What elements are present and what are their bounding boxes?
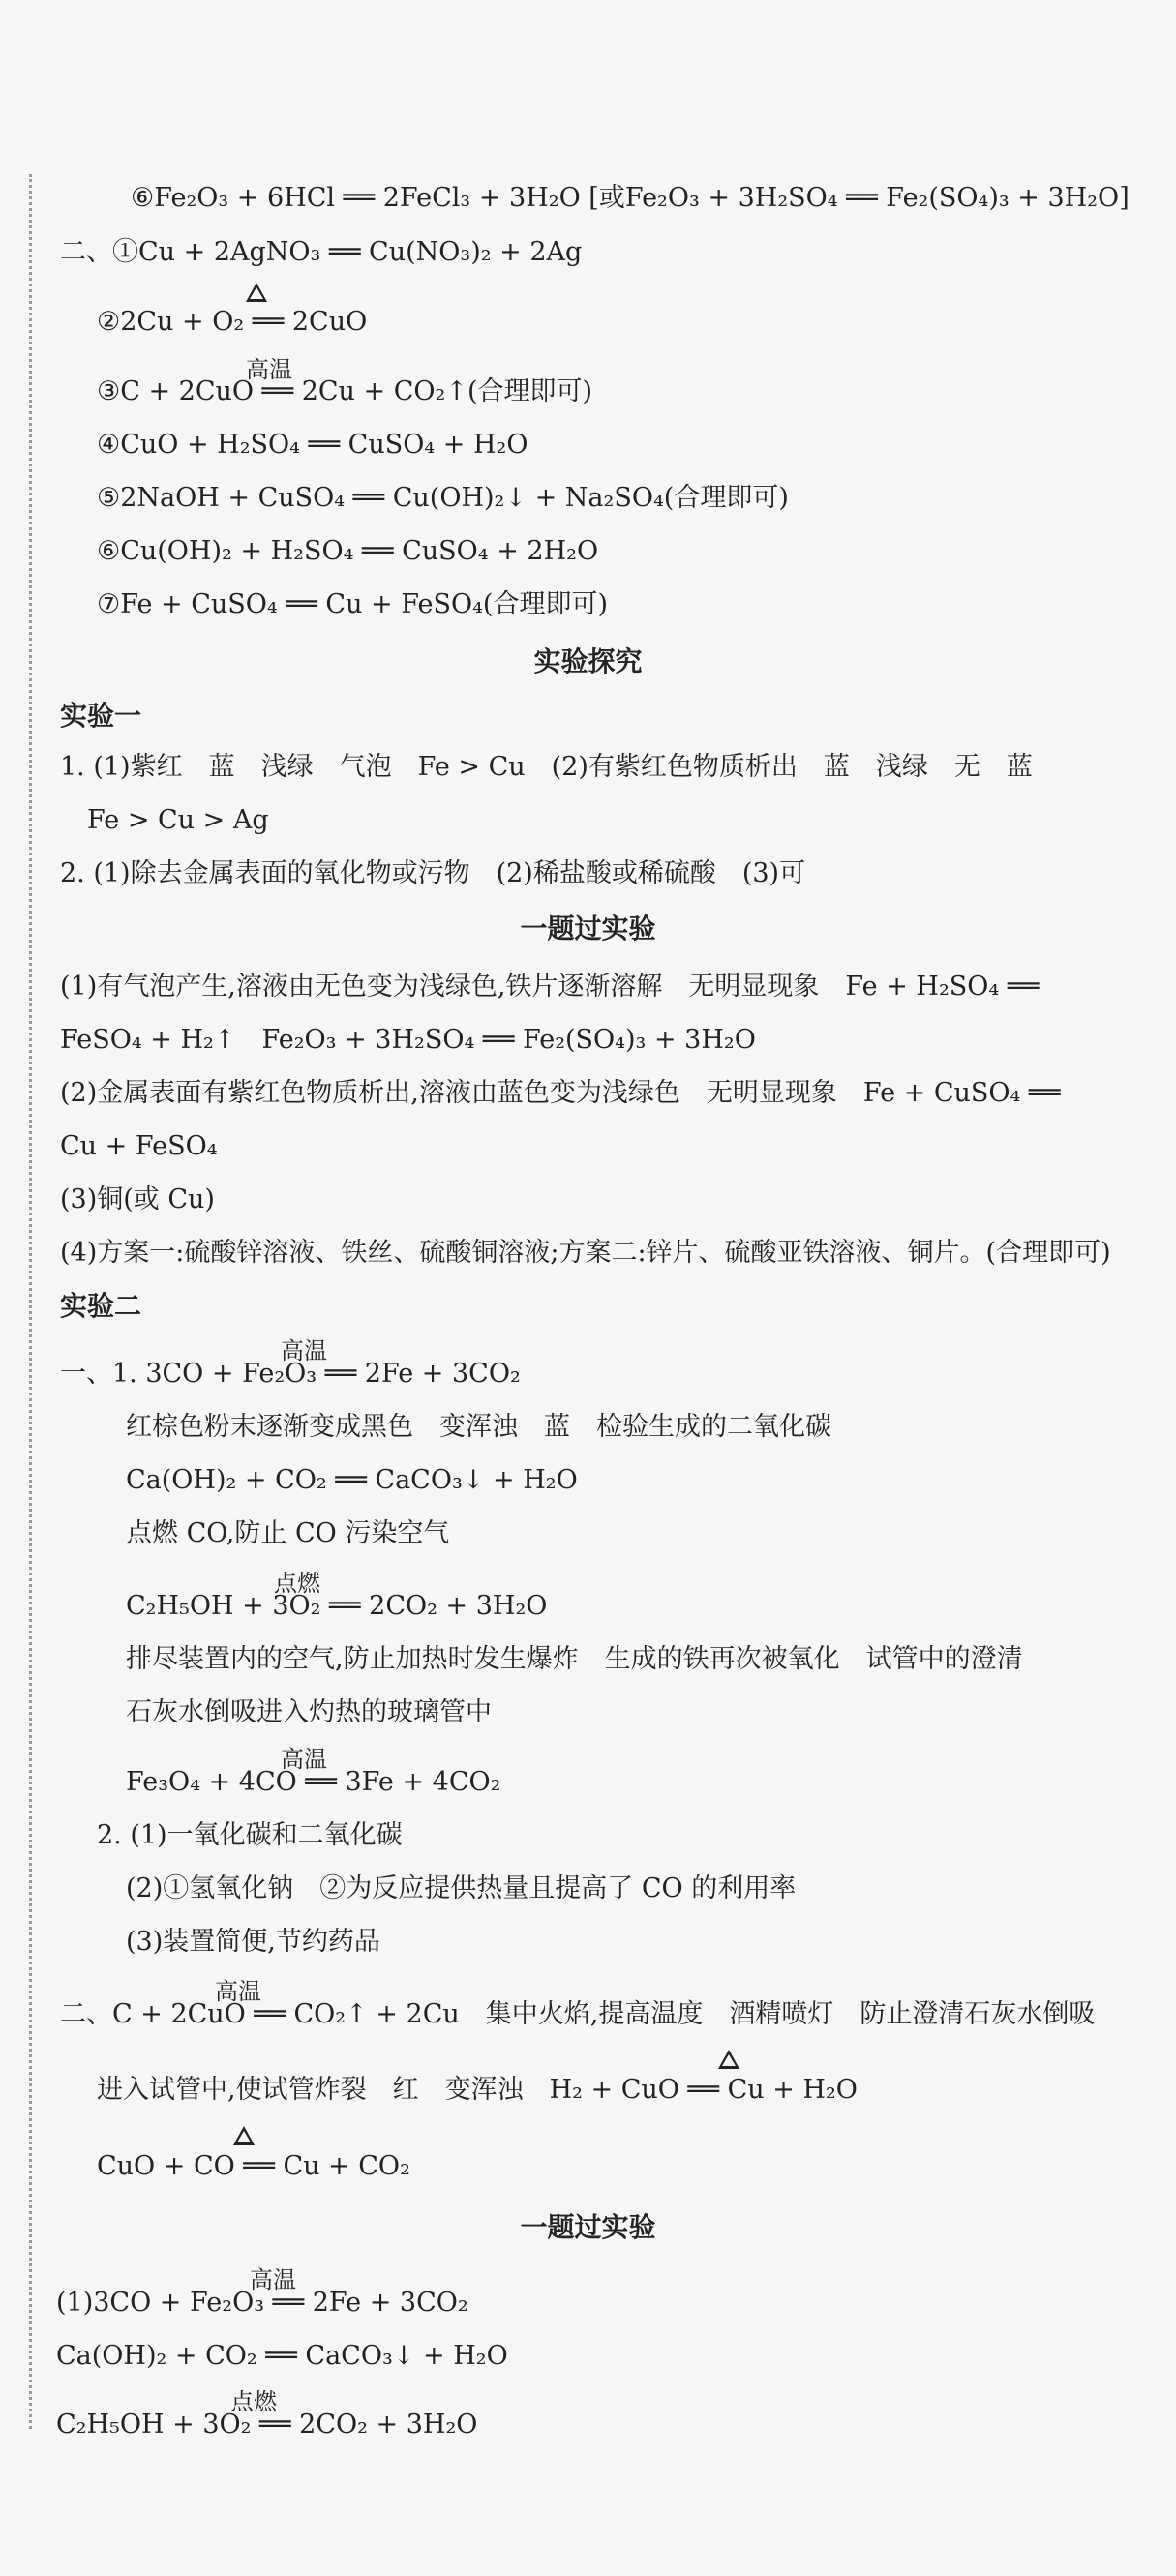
answer-line: Ca(OH)₂ + CO₂ ══ CaCO₃↓ + H₂O bbox=[56, 2341, 508, 2371]
reaction-condition: 点燃 bbox=[230, 2388, 277, 2415]
reaction-condition: 高温 bbox=[250, 2266, 296, 2293]
section-title: 实验探究 bbox=[533, 645, 643, 677]
answer-line: (4)方案一:硫酸锌溶液、铁丝、硫酸铜溶液;方案二:锌片、硫酸亚铁溶液、铜片。(合理即可) bbox=[60, 1238, 1111, 1268]
equation-line: 二、①Cu + 2AgNO₃ ══ Cu(NO₃)₂ + 2Ag bbox=[60, 237, 583, 267]
reaction-condition: 高温 bbox=[281, 1746, 327, 1773]
answer-line: Fe > Cu > Ag bbox=[87, 805, 269, 835]
answer-line: 点燃 CO,防止 CO 污染空气 bbox=[126, 1518, 450, 1548]
heat-triangle-icon bbox=[718, 2050, 739, 2069]
answer-line: 一、1. 3CO + Fe₂O₃ ══ 2Fe + 3CO₂ bbox=[60, 1359, 521, 1389]
reaction-condition: 点燃 bbox=[274, 1570, 320, 1597]
answer-line: (1)3CO + Fe₂O₃ ══ 2Fe + 3CO₂ bbox=[56, 2288, 468, 2318]
answer-line: 二、C + 2CuO ══ CO₂↑ + 2Cu 集中火焰,提高温度 酒精喷灯 防止澄清石灰水倒吸 bbox=[60, 1999, 1096, 2029]
answer-line: (3)装置简便,节约药品 bbox=[126, 1927, 380, 1957]
answer-line: 排尽装置内的空气,防止加热时发生爆炸 生成的铁再次被氧化 试管中的澄清 bbox=[126, 1644, 1023, 1674]
answer-line: 2. (1)除去金属表面的氧化物或污物 (2)稀盐酸或稀硫酸 (3)可 bbox=[60, 858, 806, 888]
answer-line: 石灰水倒吸进入灼热的玻璃管中 bbox=[126, 1697, 492, 1727]
subsection-title: 实验一 bbox=[60, 700, 142, 732]
answer-line: (2)①氢氧化钠 ②为反应提供热量且提高了 CO 的利用率 bbox=[126, 1873, 797, 1903]
equation-line: ②2Cu + O₂ ══ 2CuO bbox=[97, 307, 368, 337]
answer-line: 红棕色粉末逐渐变成黑色 变浑浊 蓝 检验生成的二氧化碳 bbox=[126, 1412, 831, 1442]
equation-line: ⑥Cu(OH)₂ + H₂SO₄ ══ CuSO₄ + 2H₂O bbox=[97, 536, 599, 566]
answer-line: (2)金属表面有紫红色物质析出,溶液由蓝色变为浅绿色 无明显现象 Fe + CuSO₄ ══ bbox=[60, 1078, 1061, 1108]
reaction-condition: 高温 bbox=[246, 356, 292, 383]
answer-line: C₂H₅OH + 3O₂ ══ 2CO₂ + 3H₂O bbox=[56, 2410, 478, 2440]
answer-line: 2. (1)一氧化碳和二氧化碳 bbox=[97, 1820, 403, 1850]
equation-line: ④CuO + H₂SO₄ ══ CuSO₄ + H₂O bbox=[97, 430, 528, 460]
answer-line: (1)有气泡产生,溶液由无色变为浅绿色,铁片逐渐溶解 无明显现象 Fe + H₂SO₄ ══ bbox=[60, 972, 1040, 1002]
heat-triangle-icon bbox=[246, 283, 267, 302]
answer-line: 进入试管中,使试管炸裂 红 变浑浊 H₂ + CuO ══ Cu + H₂O bbox=[97, 2075, 858, 2105]
heat-triangle-icon bbox=[233, 2126, 255, 2145]
section-title: 一题过实验 bbox=[520, 2211, 656, 2243]
section-title: 一题过实验 bbox=[520, 913, 656, 944]
equation-line: ③C + 2CuO ══ 2Cu + CO₂↑(合理即可) bbox=[97, 376, 593, 406]
reaction-condition: 高温 bbox=[281, 1337, 327, 1364]
equation-line: ⑥Fe₂O₃ + 6HCl ══ 2FeCl₃ + 3H₂O [或Fe₂O₃ + 3H₂SO₄ ══ Fe₂(SO₄)₃ + 3H₂O] bbox=[131, 183, 1130, 213]
equation-line: ⑤2NaOH + CuSO₄ ══ Cu(OH)₂↓ + Na₂SO₄(合理即可) bbox=[97, 483, 789, 513]
binding-margin-dotted-line bbox=[29, 174, 32, 2429]
answer-line: Fe₃O₄ + 4CO ══ 3Fe + 4CO₂ bbox=[126, 1767, 501, 1797]
subsection-title: 实验二 bbox=[60, 1290, 142, 1322]
reaction-condition: 高温 bbox=[215, 1978, 261, 2005]
answer-line: C₂H₅OH + 3O₂ ══ 2CO₂ + 3H₂O bbox=[126, 1591, 548, 1621]
answer-line: CuO + CO ══ Cu + CO₂ bbox=[97, 2151, 410, 2181]
answer-line: (3)铜(或 Cu) bbox=[60, 1184, 215, 1214]
equation-line: ⑦Fe + CuSO₄ ══ Cu + FeSO₄(合理即可) bbox=[97, 589, 609, 619]
answer-line: FeSO₄ + H₂↑ Fe₂O₃ + 3H₂SO₄ ══ Fe₂(SO₄)₃ + 3H₂O bbox=[60, 1025, 756, 1055]
answer-line: Cu + FeSO₄ bbox=[60, 1131, 218, 1161]
answer-line: Ca(OH)₂ + CO₂ ══ CaCO₃↓ + H₂O bbox=[126, 1465, 578, 1495]
answer-line: 1. (1)紫红 蓝 浅绿 气泡 Fe > Cu (2)有紫红色物质析出 蓝 浅绿 无 蓝 bbox=[60, 752, 1033, 782]
